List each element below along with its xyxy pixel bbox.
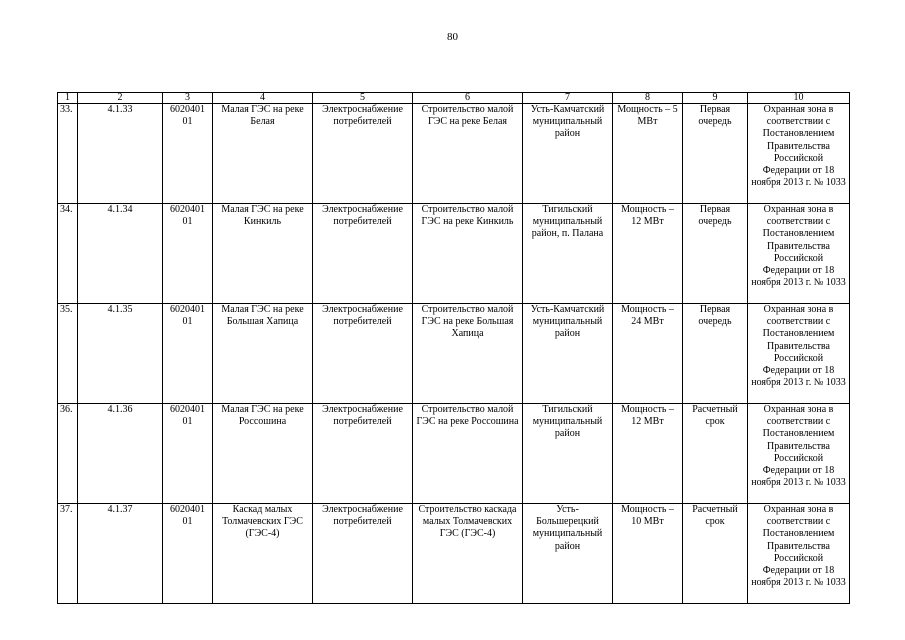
object-code: 4.1.34 [78,204,163,304]
header-cell: 3 [163,93,213,104]
header-cell: 5 [313,93,413,104]
header-cell: 10 [748,93,850,104]
protection-zone: Охранная зона в соответствии с Постановлением Правительства Российской Федерации от 18 ноября 2013 г. № 1033 [748,304,850,404]
object-name: Малая ГЭС на реке Кинкиль [213,204,313,304]
header-cell: 2 [78,93,163,104]
object-location: Тигильский муниципальный район, п. Палана [523,204,613,304]
protection-zone: Охранная зона в соответствии с Постановлением Правительства Российской Федерации от 18 ноября 2013 г. № 1033 [748,404,850,504]
table-row [58,404,850,504]
object-purpose: Электроснабжение потребителей [313,404,413,504]
table-row [58,304,850,404]
protection-zone: Охранная зона в соответствии с Постановлением Правительства Российской Федерации от 18 ноября 2013 г. № 1033 [748,104,850,204]
object-activity: Строительство малой ГЭС на реке Большая Хапица [413,304,523,404]
object-purpose: Электроснабжение потребителей [313,304,413,404]
header-cell: 1 [58,93,78,104]
object-purpose: Электроснабжение потребителей [313,104,413,204]
object-activity: Строительство малой ГЭС на реке Белая [413,104,523,204]
object-code: 4.1.36 [78,404,163,504]
object-stage: Расчетный срок [683,504,748,604]
row-number: 33. [58,104,78,204]
object-activity: Строительство каскада малых Толмачевских ГЭС (ГЭС-4) [413,504,523,604]
type-code: 6020401 01 [163,404,213,504]
object-activity: Строительство малой ГЭС на реке Россошина [413,404,523,504]
object-name: Каскад малых Толмачевских ГЭС (ГЭС-4) [213,504,313,604]
row-number: 37. [58,504,78,604]
table-row [58,204,850,304]
object-location: Тигильский муниципальный район [523,404,613,504]
object-purpose: Электроснабжение потребителей [313,204,413,304]
object-capacity: Мощность – 12 МВт [613,204,683,304]
header-cell: 8 [613,93,683,104]
object-capacity: Мощность – 12 МВт [613,404,683,504]
type-code: 6020401 01 [163,104,213,204]
object-code: 4.1.35 [78,304,163,404]
object-location: Усть-Камчатский муниципальный район [523,304,613,404]
header-row [58,93,850,104]
type-code: 6020401 01 [163,504,213,604]
object-purpose: Электроснабжение потребителей [313,504,413,604]
object-activity: Строительство малой ГЭС на реке Кинкиль [413,204,523,304]
object-stage: Первая очередь [683,104,748,204]
header-cell: 7 [523,93,613,104]
object-location: Усть-Камчатский муниципальный район [523,104,613,204]
protection-zone: Охранная зона в соответствии с Постановлением Правительства Российской Федерации от 18 ноября 2013 г. № 1033 [748,504,850,604]
object-name: Малая ГЭС на реке Россошина [213,404,313,504]
header-cell: 6 [413,93,523,104]
table-row [58,104,850,204]
header-cell: 4 [213,93,313,104]
object-code: 4.1.33 [78,104,163,204]
object-location: Усть-Большерецкий муниципальный район [523,504,613,604]
header-cell: 9 [683,93,748,104]
row-number: 35. [58,304,78,404]
object-name: Малая ГЭС на реке Белая [213,104,313,204]
objects-table [57,92,850,604]
type-code: 6020401 01 [163,304,213,404]
object-capacity: Мощность – 10 МВт [613,504,683,604]
type-code: 6020401 01 [163,204,213,304]
row-number: 36. [58,404,78,504]
protection-zone: Охранная зона в соответствии с Постановлением Правительства Российской Федерации от 18 ноября 2013 г. № 1033 [748,204,850,304]
object-stage: Первая очередь [683,204,748,304]
object-capacity: Мощность – 5 МВт [613,104,683,204]
object-capacity: Мощность – 24 МВт [613,304,683,404]
page-number: 80 [447,31,458,43]
object-name: Малая ГЭС на реке Большая Хапица [213,304,313,404]
object-stage: Первая очередь [683,304,748,404]
object-code: 4.1.37 [78,504,163,604]
row-number: 34. [58,204,78,304]
table-row [58,504,850,604]
object-stage: Расчетный срок [683,404,748,504]
